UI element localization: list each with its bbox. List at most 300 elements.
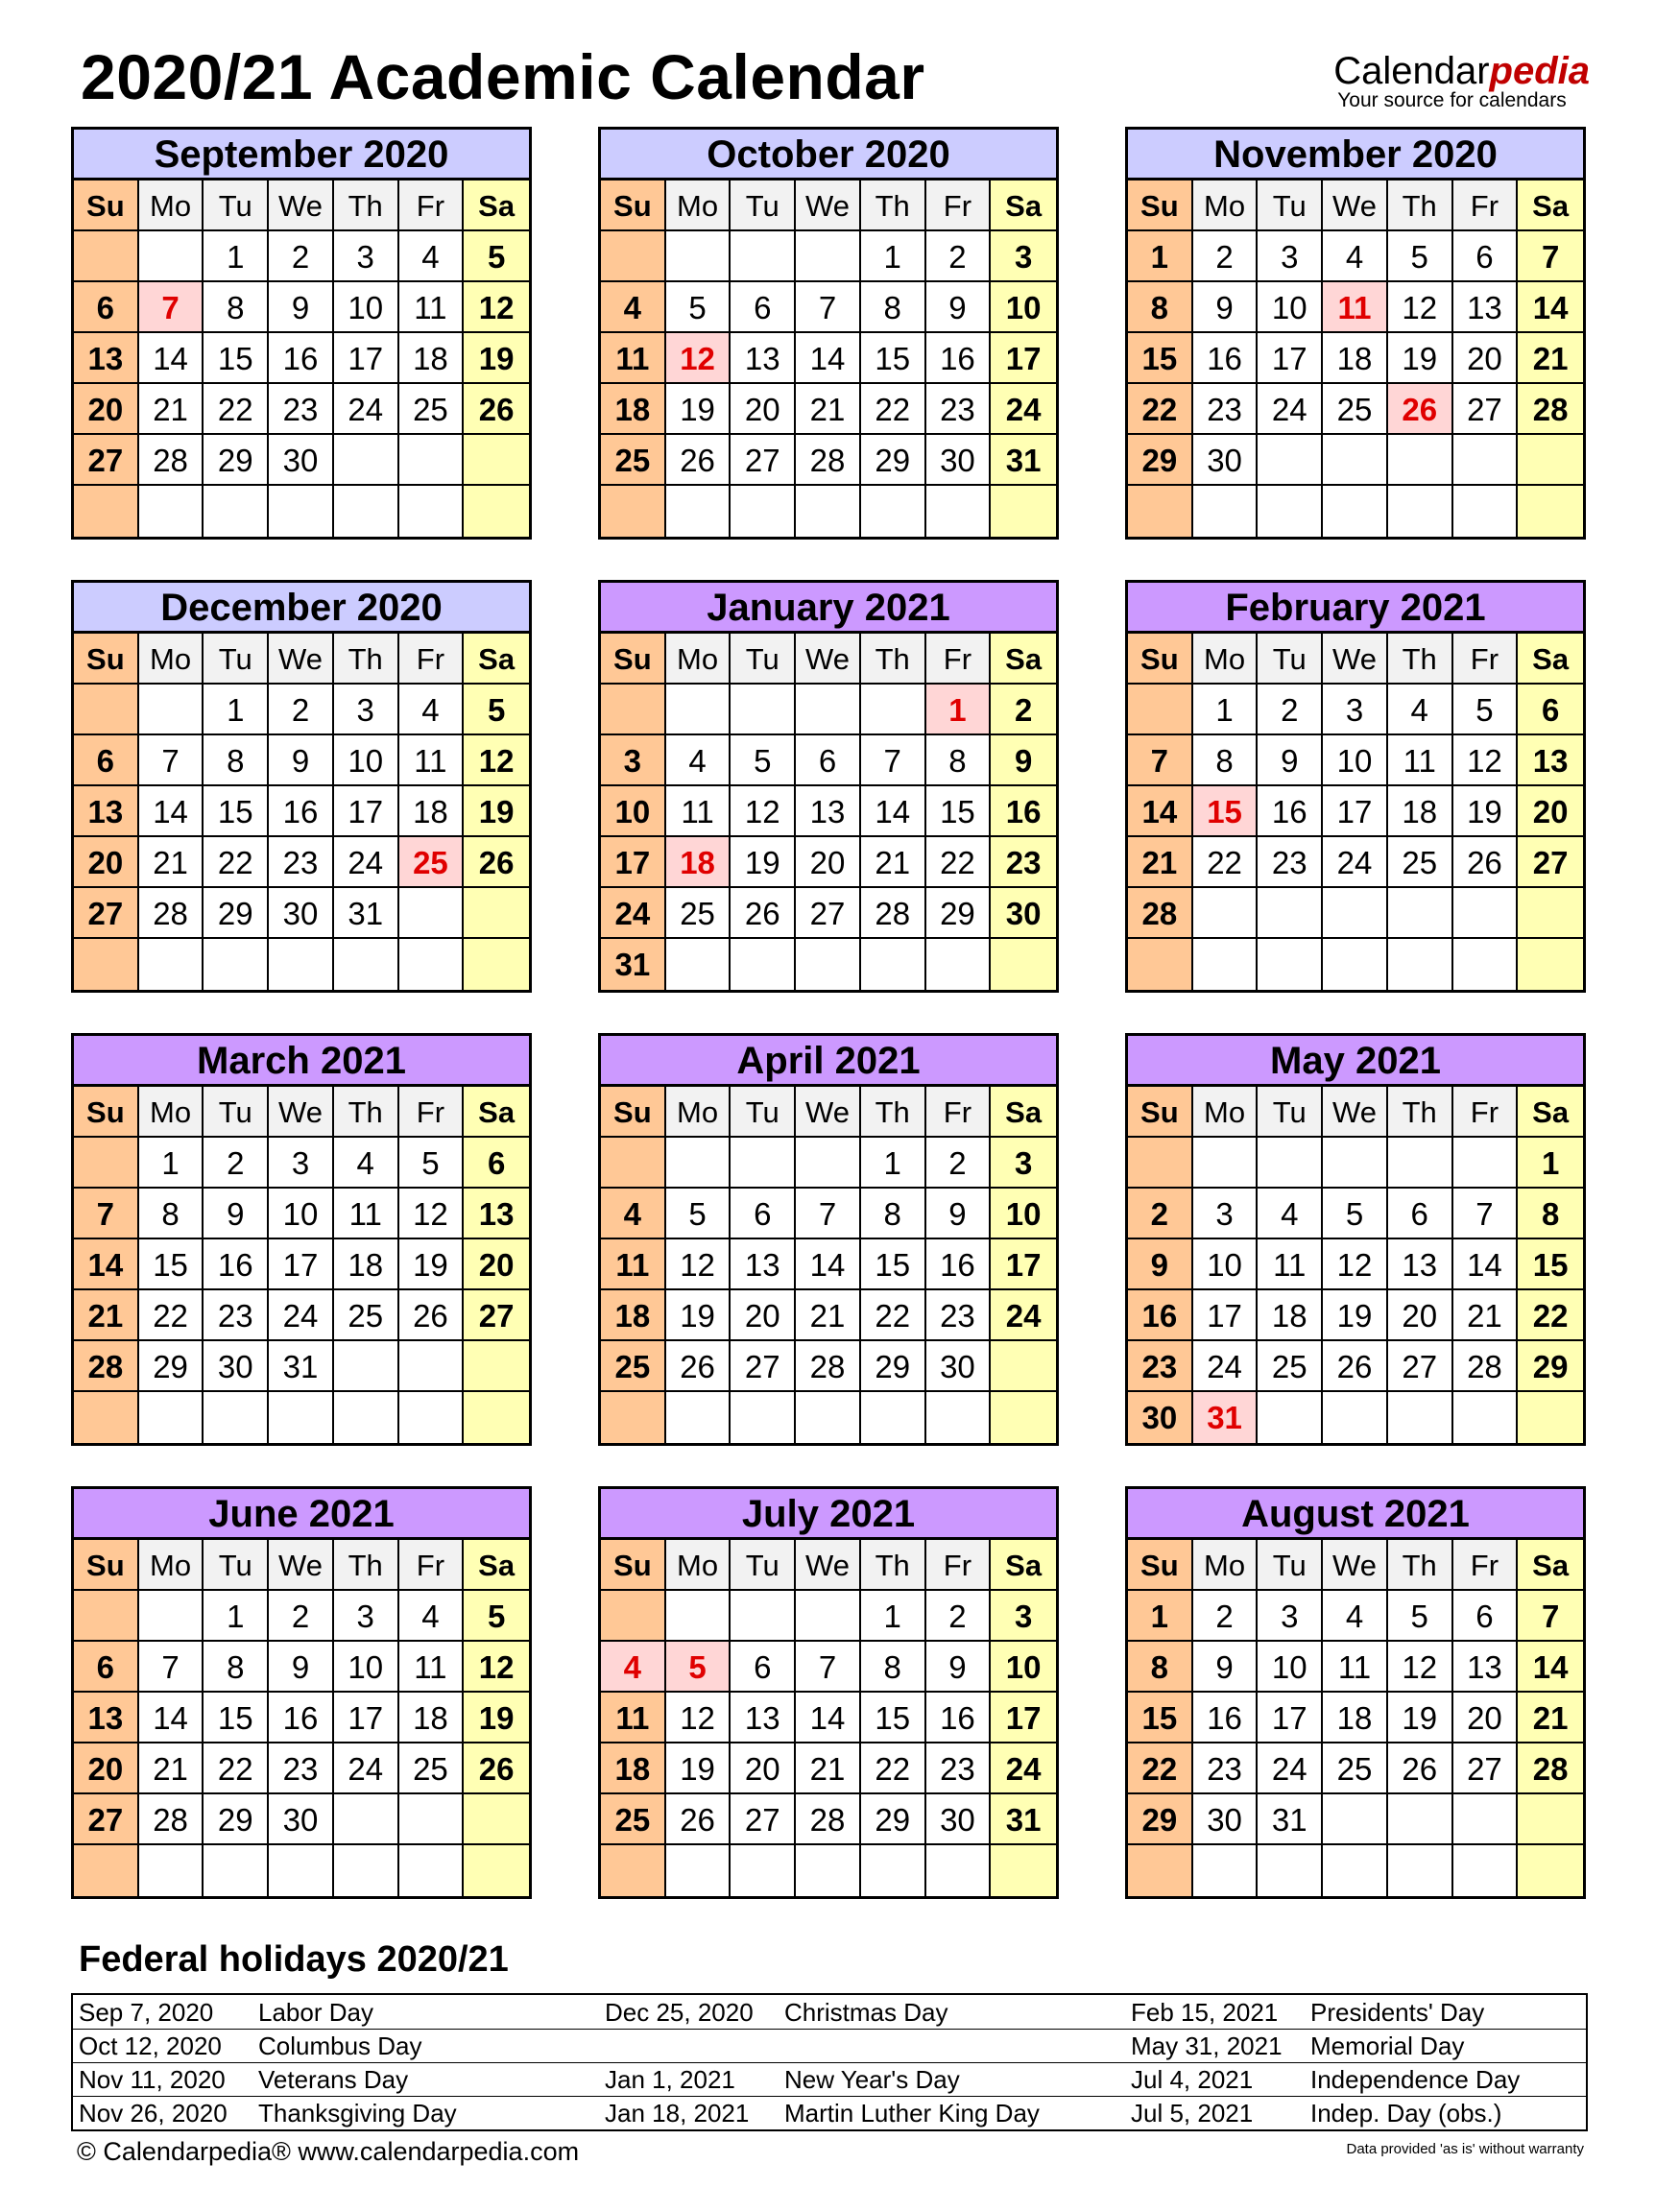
day-cell[interactable]: 25 (399, 384, 465, 435)
day-cell[interactable]: 11 (399, 282, 465, 333)
day-cell[interactable]: 16 (269, 333, 334, 384)
day-cell[interactable]: 1 (1128, 231, 1193, 282)
day-cell[interactable]: 8 (204, 735, 269, 786)
day-cell[interactable]: 29 (1128, 1794, 1193, 1845)
day-cell[interactable]: 22 (1128, 384, 1193, 435)
day-cell[interactable]: 11 (601, 333, 666, 384)
day-cell[interactable]: 29 (204, 1794, 269, 1845)
holiday-day-cell[interactable]: 31 (1193, 1392, 1259, 1443)
day-cell[interactable]: 30 (991, 888, 1056, 939)
day-cell[interactable]: 20 (464, 1239, 529, 1290)
day-cell[interactable]: 2 (1193, 1591, 1259, 1642)
day-cell[interactable]: 17 (991, 1239, 1056, 1290)
day-cell[interactable]: 24 (1258, 1743, 1323, 1794)
day-cell[interactable]: 5 (1388, 231, 1453, 282)
day-cell[interactable]: 2 (204, 1138, 269, 1189)
day-cell[interactable]: 6 (74, 1642, 139, 1693)
day-cell[interactable]: 28 (74, 1341, 139, 1392)
day-cell[interactable]: 17 (334, 1693, 399, 1743)
day-cell[interactable]: 21 (74, 1290, 139, 1341)
day-cell[interactable]: 8 (861, 1189, 926, 1239)
holiday-day-cell[interactable]: 25 (399, 837, 465, 888)
day-cell[interactable]: 18 (1323, 333, 1388, 384)
day-cell[interactable]: 13 (731, 1693, 796, 1743)
day-cell[interactable]: 30 (1193, 435, 1259, 486)
day-cell[interactable]: 28 (1518, 384, 1583, 435)
day-cell[interactable]: 14 (139, 786, 204, 837)
day-cell[interactable]: 22 (861, 384, 926, 435)
day-cell[interactable]: 27 (74, 435, 139, 486)
day-cell[interactable]: 23 (1258, 837, 1323, 888)
day-cell[interactable]: 15 (1128, 1693, 1193, 1743)
day-cell[interactable]: 9 (1258, 735, 1323, 786)
day-cell[interactable]: 9 (1193, 282, 1259, 333)
day-cell[interactable]: 13 (1453, 282, 1519, 333)
day-cell[interactable]: 7 (1128, 735, 1193, 786)
day-cell[interactable]: 5 (464, 1591, 529, 1642)
day-cell[interactable]: 9 (269, 1642, 334, 1693)
day-cell[interactable]: 12 (399, 1189, 465, 1239)
day-cell[interactable]: 29 (1518, 1341, 1583, 1392)
day-cell[interactable]: 7 (1518, 231, 1583, 282)
day-cell[interactable]: 16 (204, 1239, 269, 1290)
holiday-day-cell[interactable]: 4 (601, 1642, 666, 1693)
day-cell[interactable]: 1 (204, 685, 269, 735)
day-cell[interactable]: 25 (1323, 1743, 1388, 1794)
day-cell[interactable]: 16 (1128, 1290, 1193, 1341)
day-cell[interactable]: 13 (74, 786, 139, 837)
day-cell[interactable]: 12 (464, 282, 529, 333)
day-cell[interactable]: 9 (926, 1642, 992, 1693)
day-cell[interactable]: 14 (1453, 1239, 1519, 1290)
day-cell[interactable]: 26 (666, 1341, 732, 1392)
day-cell[interactable]: 22 (861, 1290, 926, 1341)
day-cell[interactable]: 21 (139, 837, 204, 888)
day-cell[interactable]: 15 (204, 1693, 269, 1743)
day-cell[interactable]: 11 (399, 1642, 465, 1693)
day-cell[interactable]: 30 (1128, 1392, 1193, 1443)
day-cell[interactable]: 8 (926, 735, 992, 786)
day-cell[interactable]: 24 (991, 384, 1056, 435)
day-cell[interactable]: 28 (1128, 888, 1193, 939)
day-cell[interactable]: 8 (1128, 282, 1193, 333)
day-cell[interactable]: 31 (1258, 1794, 1323, 1845)
day-cell[interactable]: 1 (1128, 1591, 1193, 1642)
day-cell[interactable]: 1 (204, 231, 269, 282)
day-cell[interactable]: 3 (991, 1591, 1056, 1642)
day-cell[interactable]: 22 (139, 1290, 204, 1341)
day-cell[interactable]: 14 (796, 1693, 861, 1743)
day-cell[interactable]: 29 (861, 1794, 926, 1845)
day-cell[interactable]: 13 (1453, 1642, 1519, 1693)
day-cell[interactable]: 29 (1128, 435, 1193, 486)
day-cell[interactable]: 2 (1128, 1189, 1193, 1239)
day-cell[interactable]: 21 (139, 384, 204, 435)
day-cell[interactable]: 19 (399, 1239, 465, 1290)
day-cell[interactable]: 5 (464, 231, 529, 282)
day-cell[interactable]: 6 (796, 735, 861, 786)
day-cell[interactable]: 10 (269, 1189, 334, 1239)
day-cell[interactable]: 17 (334, 333, 399, 384)
holiday-day-cell[interactable]: 11 (1323, 282, 1388, 333)
day-cell[interactable]: 10 (991, 282, 1056, 333)
day-cell[interactable]: 17 (601, 837, 666, 888)
day-cell[interactable]: 28 (139, 888, 204, 939)
day-cell[interactable]: 24 (991, 1290, 1056, 1341)
day-cell[interactable]: 25 (601, 1794, 666, 1845)
day-cell[interactable]: 7 (796, 1189, 861, 1239)
day-cell[interactable]: 23 (926, 1290, 992, 1341)
day-cell[interactable]: 15 (861, 1693, 926, 1743)
day-cell[interactable]: 7 (1453, 1189, 1519, 1239)
day-cell[interactable]: 24 (1323, 837, 1388, 888)
holiday-day-cell[interactable]: 15 (1193, 786, 1259, 837)
day-cell[interactable]: 13 (731, 1239, 796, 1290)
day-cell[interactable]: 1 (1518, 1138, 1583, 1189)
day-cell[interactable]: 9 (926, 282, 992, 333)
day-cell[interactable]: 7 (796, 282, 861, 333)
day-cell[interactable]: 7 (1518, 1591, 1583, 1642)
day-cell[interactable]: 24 (991, 1743, 1056, 1794)
day-cell[interactable]: 7 (139, 1642, 204, 1693)
day-cell[interactable]: 11 (1258, 1239, 1323, 1290)
day-cell[interactable]: 12 (666, 1239, 732, 1290)
day-cell[interactable]: 25 (334, 1290, 399, 1341)
holiday-day-cell[interactable]: 12 (666, 333, 732, 384)
day-cell[interactable]: 9 (204, 1189, 269, 1239)
holiday-day-cell[interactable]: 7 (139, 282, 204, 333)
day-cell[interactable]: 29 (139, 1341, 204, 1392)
day-cell[interactable]: 20 (731, 384, 796, 435)
day-cell[interactable]: 15 (204, 333, 269, 384)
day-cell[interactable]: 19 (1453, 786, 1519, 837)
day-cell[interactable]: 27 (1388, 1341, 1453, 1392)
day-cell[interactable]: 25 (1323, 384, 1388, 435)
day-cell[interactable]: 14 (74, 1239, 139, 1290)
day-cell[interactable]: 11 (601, 1239, 666, 1290)
day-cell[interactable]: 14 (139, 1693, 204, 1743)
day-cell[interactable]: 8 (204, 282, 269, 333)
day-cell[interactable]: 5 (731, 735, 796, 786)
day-cell[interactable]: 28 (796, 1341, 861, 1392)
day-cell[interactable]: 2 (269, 685, 334, 735)
day-cell[interactable]: 4 (1323, 1591, 1388, 1642)
day-cell[interactable]: 19 (464, 1693, 529, 1743)
day-cell[interactable]: 24 (601, 888, 666, 939)
day-cell[interactable]: 2 (926, 231, 992, 282)
day-cell[interactable]: 9 (269, 735, 334, 786)
day-cell[interactable]: 15 (1128, 333, 1193, 384)
holiday-day-cell[interactable]: 5 (666, 1642, 732, 1693)
day-cell[interactable]: 16 (1193, 1693, 1259, 1743)
day-cell[interactable]: 28 (1518, 1743, 1583, 1794)
day-cell[interactable]: 20 (1453, 333, 1519, 384)
day-cell[interactable]: 5 (399, 1138, 465, 1189)
day-cell[interactable]: 8 (204, 1642, 269, 1693)
day-cell[interactable]: 23 (926, 1743, 992, 1794)
day-cell[interactable]: 24 (1193, 1341, 1259, 1392)
day-cell[interactable]: 22 (1128, 1743, 1193, 1794)
day-cell[interactable]: 26 (399, 1290, 465, 1341)
day-cell[interactable]: 30 (269, 435, 334, 486)
day-cell[interactable]: 23 (269, 837, 334, 888)
day-cell[interactable]: 3 (1258, 1591, 1323, 1642)
day-cell[interactable]: 6 (1518, 685, 1583, 735)
day-cell[interactable]: 27 (731, 1794, 796, 1845)
day-cell[interactable]: 14 (796, 333, 861, 384)
day-cell[interactable]: 15 (861, 1239, 926, 1290)
day-cell[interactable]: 15 (204, 786, 269, 837)
day-cell[interactable]: 10 (334, 1642, 399, 1693)
day-cell[interactable]: 20 (74, 1743, 139, 1794)
day-cell[interactable]: 22 (204, 837, 269, 888)
day-cell[interactable]: 25 (601, 1341, 666, 1392)
day-cell[interactable]: 27 (731, 1341, 796, 1392)
day-cell[interactable]: 18 (1258, 1290, 1323, 1341)
day-cell[interactable]: 14 (139, 333, 204, 384)
day-cell[interactable]: 9 (1128, 1239, 1193, 1290)
day-cell[interactable]: 3 (1258, 231, 1323, 282)
day-cell[interactable]: 10 (334, 282, 399, 333)
day-cell[interactable]: 3 (334, 1591, 399, 1642)
day-cell[interactable]: 2 (269, 231, 334, 282)
day-cell[interactable]: 10 (1258, 1642, 1323, 1693)
day-cell[interactable]: 27 (74, 888, 139, 939)
day-cell[interactable]: 22 (861, 1743, 926, 1794)
day-cell[interactable]: 29 (204, 888, 269, 939)
day-cell[interactable]: 10 (1323, 735, 1388, 786)
day-cell[interactable]: 10 (601, 786, 666, 837)
day-cell[interactable]: 17 (1193, 1290, 1259, 1341)
day-cell[interactable]: 19 (1323, 1290, 1388, 1341)
day-cell[interactable]: 25 (1258, 1341, 1323, 1392)
day-cell[interactable]: 5 (666, 282, 732, 333)
day-cell[interactable]: 28 (139, 1794, 204, 1845)
day-cell[interactable]: 5 (1388, 1591, 1453, 1642)
day-cell[interactable]: 30 (269, 1794, 334, 1845)
day-cell[interactable]: 18 (601, 384, 666, 435)
day-cell[interactable]: 12 (1388, 282, 1453, 333)
day-cell[interactable]: 14 (1128, 786, 1193, 837)
day-cell[interactable]: 30 (204, 1341, 269, 1392)
day-cell[interactable]: 17 (1258, 1693, 1323, 1743)
day-cell[interactable]: 8 (1518, 1189, 1583, 1239)
day-cell[interactable]: 26 (464, 1743, 529, 1794)
day-cell[interactable]: 17 (269, 1239, 334, 1290)
day-cell[interactable]: 3 (601, 735, 666, 786)
day-cell[interactable]: 16 (991, 786, 1056, 837)
day-cell[interactable]: 12 (1388, 1642, 1453, 1693)
day-cell[interactable]: 9 (269, 282, 334, 333)
day-cell[interactable]: 12 (464, 735, 529, 786)
day-cell[interactable]: 27 (74, 1794, 139, 1845)
day-cell[interactable]: 25 (1388, 837, 1453, 888)
day-cell[interactable]: 21 (796, 1290, 861, 1341)
day-cell[interactable]: 24 (1258, 384, 1323, 435)
day-cell[interactable]: 18 (399, 1693, 465, 1743)
day-cell[interactable]: 30 (926, 1341, 992, 1392)
day-cell[interactable]: 2 (1193, 231, 1259, 282)
brand-logo[interactable] (1333, 52, 1590, 111)
day-cell[interactable]: 6 (1453, 231, 1519, 282)
day-cell[interactable]: 2 (1258, 685, 1323, 735)
day-cell[interactable]: 4 (1388, 685, 1453, 735)
day-cell[interactable]: 13 (464, 1189, 529, 1239)
day-cell[interactable]: 20 (731, 1743, 796, 1794)
day-cell[interactable]: 4 (601, 282, 666, 333)
day-cell[interactable]: 31 (334, 888, 399, 939)
day-cell[interactable]: 13 (1518, 735, 1583, 786)
day-cell[interactable]: 23 (1128, 1341, 1193, 1392)
day-cell[interactable]: 14 (861, 786, 926, 837)
day-cell[interactable]: 23 (1193, 384, 1259, 435)
day-cell[interactable]: 20 (74, 837, 139, 888)
day-cell[interactable]: 19 (464, 333, 529, 384)
day-cell[interactable]: 22 (926, 837, 992, 888)
day-cell[interactable]: 31 (269, 1341, 334, 1392)
day-cell[interactable]: 27 (464, 1290, 529, 1341)
day-cell[interactable]: 6 (1388, 1189, 1453, 1239)
day-cell[interactable]: 27 (731, 435, 796, 486)
day-cell[interactable]: 20 (74, 384, 139, 435)
day-cell[interactable]: 26 (666, 435, 732, 486)
day-cell[interactable]: 20 (1518, 786, 1583, 837)
day-cell[interactable]: 6 (74, 282, 139, 333)
day-cell[interactable]: 21 (1128, 837, 1193, 888)
day-cell[interactable]: 10 (1258, 282, 1323, 333)
day-cell[interactable]: 26 (464, 384, 529, 435)
day-cell[interactable]: 24 (334, 1743, 399, 1794)
day-cell[interactable]: 28 (861, 888, 926, 939)
day-cell[interactable]: 2 (926, 1138, 992, 1189)
day-cell[interactable]: 18 (601, 1290, 666, 1341)
day-cell[interactable]: 5 (1323, 1189, 1388, 1239)
day-cell[interactable]: 21 (861, 837, 926, 888)
day-cell[interactable]: 6 (74, 735, 139, 786)
day-cell[interactable]: 10 (1193, 1239, 1259, 1290)
day-cell[interactable]: 22 (204, 1743, 269, 1794)
day-cell[interactable]: 29 (926, 888, 992, 939)
day-cell[interactable]: 14 (796, 1239, 861, 1290)
day-cell[interactable]: 12 (1453, 735, 1519, 786)
holiday-day-cell[interactable]: 1 (926, 685, 992, 735)
day-cell[interactable]: 20 (1388, 1290, 1453, 1341)
day-cell[interactable]: 19 (666, 1743, 732, 1794)
day-cell[interactable]: 2 (269, 1591, 334, 1642)
day-cell[interactable]: 19 (464, 786, 529, 837)
day-cell[interactable]: 16 (1193, 333, 1259, 384)
day-cell[interactable]: 26 (666, 1794, 732, 1845)
day-cell[interactable]: 8 (139, 1189, 204, 1239)
day-cell[interactable]: 11 (399, 735, 465, 786)
day-cell[interactable]: 29 (204, 435, 269, 486)
day-cell[interactable]: 12 (464, 1642, 529, 1693)
day-cell[interactable]: 28 (1453, 1341, 1519, 1392)
day-cell[interactable]: 7 (796, 1642, 861, 1693)
day-cell[interactable]: 18 (601, 1743, 666, 1794)
day-cell[interactable]: 12 (731, 786, 796, 837)
day-cell[interactable]: 22 (1193, 837, 1259, 888)
day-cell[interactable]: 28 (796, 435, 861, 486)
day-cell[interactable]: 5 (666, 1189, 732, 1239)
day-cell[interactable]: 9 (991, 735, 1056, 786)
day-cell[interactable]: 17 (1258, 333, 1323, 384)
day-cell[interactable]: 30 (926, 1794, 992, 1845)
day-cell[interactable]: 26 (731, 888, 796, 939)
day-cell[interactable]: 5 (1453, 685, 1519, 735)
day-cell[interactable]: 13 (731, 333, 796, 384)
day-cell[interactable]: 12 (666, 1693, 732, 1743)
day-cell[interactable]: 19 (666, 384, 732, 435)
day-cell[interactable]: 26 (1453, 837, 1519, 888)
day-cell[interactable]: 1 (204, 1591, 269, 1642)
day-cell[interactable]: 16 (926, 333, 992, 384)
day-cell[interactable]: 16 (269, 786, 334, 837)
day-cell[interactable]: 12 (1323, 1239, 1388, 1290)
day-cell[interactable]: 9 (926, 1189, 992, 1239)
day-cell[interactable]: 30 (926, 435, 992, 486)
day-cell[interactable]: 26 (464, 837, 529, 888)
day-cell[interactable]: 29 (861, 435, 926, 486)
day-cell[interactable]: 10 (991, 1642, 1056, 1693)
day-cell[interactable]: 19 (1388, 333, 1453, 384)
day-cell[interactable]: 21 (139, 1743, 204, 1794)
day-cell[interactable]: 10 (991, 1189, 1056, 1239)
day-cell[interactable]: 5 (464, 685, 529, 735)
day-cell[interactable]: 22 (1518, 1290, 1583, 1341)
day-cell[interactable]: 27 (1518, 837, 1583, 888)
day-cell[interactable]: 11 (1323, 1642, 1388, 1693)
day-cell[interactable]: 21 (1453, 1290, 1519, 1341)
day-cell[interactable]: 27 (1453, 1743, 1519, 1794)
day-cell[interactable]: 21 (796, 384, 861, 435)
day-cell[interactable]: 27 (1453, 384, 1519, 435)
day-cell[interactable]: 11 (601, 1693, 666, 1743)
holiday-day-cell[interactable]: 26 (1388, 384, 1453, 435)
day-cell[interactable]: 8 (1193, 735, 1259, 786)
day-cell[interactable]: 25 (399, 1743, 465, 1794)
day-cell[interactable]: 18 (1323, 1693, 1388, 1743)
day-cell[interactable]: 6 (464, 1138, 529, 1189)
day-cell[interactable]: 20 (1453, 1693, 1519, 1743)
day-cell[interactable]: 30 (1193, 1794, 1259, 1845)
day-cell[interactable]: 19 (666, 1290, 732, 1341)
day-cell[interactable]: 4 (399, 685, 465, 735)
day-cell[interactable]: 24 (269, 1290, 334, 1341)
day-cell[interactable]: 16 (926, 1693, 992, 1743)
day-cell[interactable]: 25 (666, 888, 732, 939)
day-cell[interactable]: 21 (1518, 333, 1583, 384)
day-cell[interactable]: 23 (991, 837, 1056, 888)
day-cell[interactable]: 3 (991, 231, 1056, 282)
day-cell[interactable]: 1 (861, 1138, 926, 1189)
day-cell[interactable]: 10 (334, 735, 399, 786)
day-cell[interactable]: 15 (139, 1239, 204, 1290)
day-cell[interactable]: 15 (926, 786, 992, 837)
day-cell[interactable]: 8 (861, 1642, 926, 1693)
day-cell[interactable]: 30 (269, 888, 334, 939)
day-cell[interactable]: 25 (601, 435, 666, 486)
day-cell[interactable]: 21 (1518, 1693, 1583, 1743)
day-cell[interactable]: 16 (926, 1239, 992, 1290)
day-cell[interactable]: 8 (861, 282, 926, 333)
day-cell[interactable]: 3 (991, 1138, 1056, 1189)
day-cell[interactable]: 7 (861, 735, 926, 786)
day-cell[interactable]: 31 (991, 435, 1056, 486)
day-cell[interactable]: 11 (666, 786, 732, 837)
day-cell[interactable]: 14 (1518, 282, 1583, 333)
day-cell[interactable]: 9 (1193, 1642, 1259, 1693)
